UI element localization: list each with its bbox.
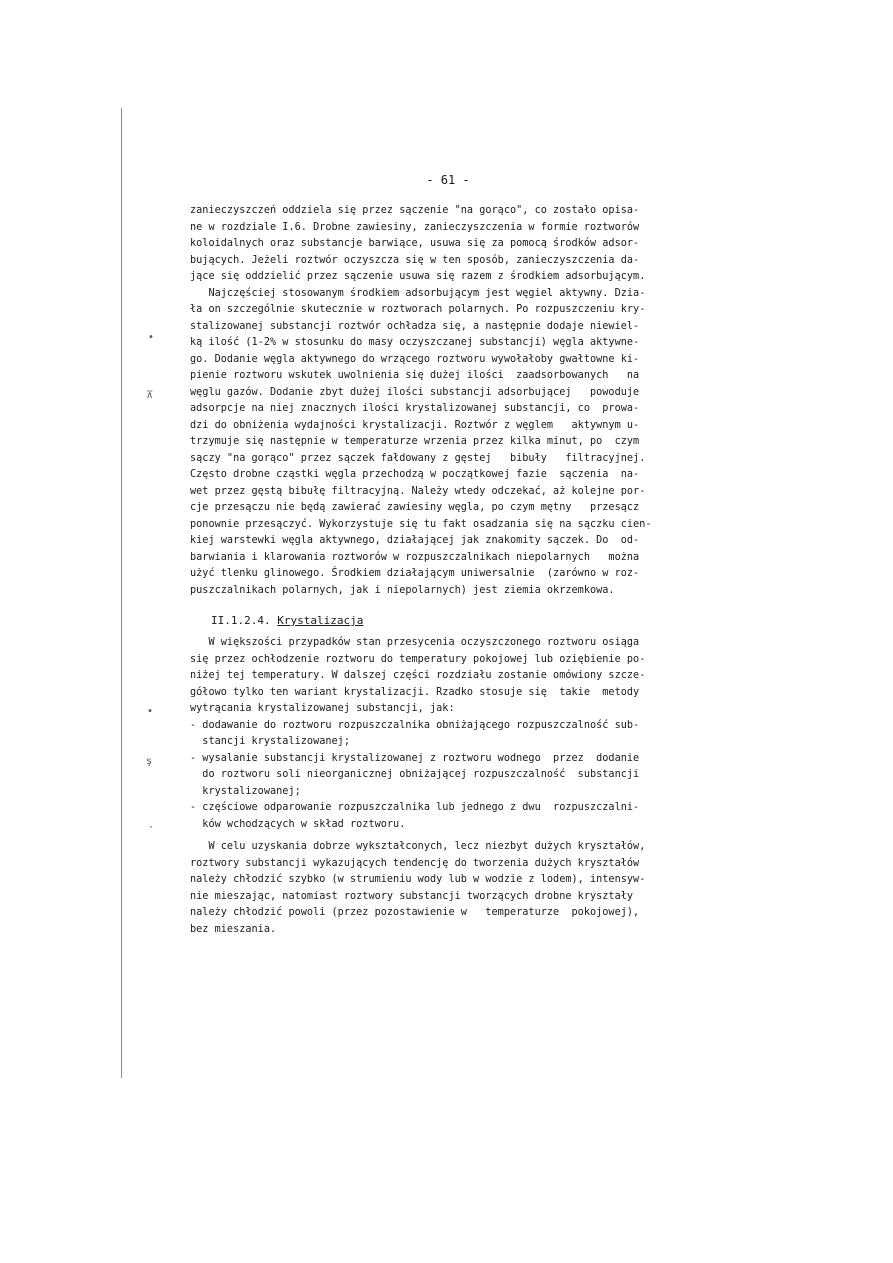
text-line: do roztworu soli nieorganicznej obniżającej rozpuszczalność substancji [190,769,640,780]
text-line: nie mieszając, natomiast roztwory substancji tworzących drobne kryształy [190,890,634,902]
text-line: stalizowanej substancji roztwór ochładza się, a następnie dodaje niewiel- [190,320,640,332]
list-item [190,800,700,833]
paragraph [190,203,700,286]
list-item [190,718,700,751]
text-line: Często drobne cząstki węgla przechodzą w początkowej fazie sączenia na- [190,469,640,480]
bullet-list [190,718,700,834]
text-line: - dodawanie do roztworu rozpuszczalnika obniżającego rozpuszczalność sub- [190,719,640,731]
text-line: go. Dodanie węgla aktywnego do wrzącego roztworu wywołałoby gwałtowne ki- [190,353,640,365]
margin-mark-symbol: ş [146,756,153,767]
text-line: sączy "na gorąco" przez sączek fałdowany z gęstej bibuły filtracyjnej. [190,452,646,464]
text-line: puszczalnikach polarnych, jak i niepolarnych) jest ziemia okrzemkowa. [190,584,615,596]
list-item [190,751,700,801]
text-line: stancji krystalizowanej; [190,736,350,747]
text-line: zanieczyszczeń oddziela się przez sączenie "na gorąco", co zostało opisa- [190,205,640,216]
paragraph [190,839,700,938]
text-line: W większości przypadków stan przesycenia oczyszczonego roztworu osiąga [190,637,640,648]
text-line: koloidalnych oraz substancje barwiące, usuwa się za pomocą środków adsor- [190,238,640,249]
text-line: Najczęściej stosowanym środkiem adsorbującym jest węgiel aktywny. Dzia- [190,287,646,299]
text-line: pienie roztworu wskutek uwolnienia się dużej ilości zaadsorbowanych na [190,370,640,381]
text-line: dzi do obniżenia wydajności krystalizacji. Roztwór z węglem aktywnym u- [190,419,640,431]
section-number: II.1.2.4. [211,614,271,627]
text-line: węglu gazów. Dodanie zbyt dużej ilości substancji adsorbującej powoduje [190,386,640,398]
margin-dot: · [148,822,155,833]
text-line: ków wchodzących w skład roztworu. [190,818,406,830]
text-line: jące się oddzielić przez sączenie usuwa się razem z środkiem adsorbującym. [190,271,646,282]
margin-dot: • [147,706,154,717]
text-line: barwiania i klarowania roztworów w rozpuszczalnikach niepolarnych można [190,551,640,563]
text-line: kiej warstewki węgla aktywnego, działającej jak znakomity sączek. Do od- [190,535,640,546]
text-line: ła on szczególnie skutecznie w roztworach polarnych. Po rozpuszczeniu kry- [190,304,646,315]
text-line: adsorpcje na niej znacznych ilości krystalizowanej substancji, co prowa- [190,403,640,414]
text-line: ne w rozdziale I.6. Drobne zawiesiny, zanieczyszczenia w formie roztworów [190,221,640,233]
text-line: się przez ochłodzenie roztworu do temperatury pokojowej lub oziębienie po- [190,653,646,665]
text-line: wytrącania krystalizowanej substancji, jak: [190,703,455,714]
paragraph [190,635,700,718]
text-line: W celu uzyskania dobrze wykształconych, lecz niezbyt dużych kryształów, [190,841,646,852]
text-line: roztwory substancji wykazujących tendencję do tworzenia dużych kryształów [190,857,640,869]
margin-dot: • [148,332,155,343]
text-line: użyć tlenku glinowego. Środkiem działającym uniwersalnie (zarówno w roz- [190,568,640,579]
text-line: niżej tej temperatury. W dalszej części rozdziału zostanie omówiony szcze- [190,670,646,681]
section-heading [211,613,700,629]
text-line: - częściowe odparowanie rozpuszczalnika lub jednego z dwu rozpuszczalni- [190,802,640,813]
paragraph [190,286,700,600]
margin-mark-symbol: ⊼ [146,390,154,401]
binding-margin-line [121,108,122,1078]
text-line: trzymuje się następnie w temperaturze wrzenia przez kilka minut, po czym [190,436,640,447]
text-line: bez mieszania. [190,923,277,935]
text-line: należy chłodzić powoli (przez pozostawienie w temperaturze pokojowej), [190,907,640,918]
text-line: ką ilość (1-2% w stosunku do masy oczyszczanej substancji) węgla aktywne- [190,337,640,348]
text-line: gółowo tylko ten wariant krystalizacji. Rzadko stosuje się takie metody [190,686,640,698]
text-line: - wysalanie substancji krystalizowanej z roztworu wodnego przez dodanie [190,752,640,764]
page-number: - 61 - [426,173,470,187]
page-body [190,203,700,938]
text-line: bujących. Jeżeli roztwór oczyszcza się w ten sposób, zanieczyszczenia da- [190,254,640,266]
text-line: krystalizowanej; [190,785,301,797]
text-line: należy chłodzić szybko (w strumieniu wody lub w wodzie z lodem), intensyw- [190,874,646,885]
text-line: cje przesączu nie będą zawierać zawiesiny węgla, po czym mętny przesącz [190,502,640,513]
text-line: wet przez gęstą bibułę filtracyjną. Należy wtedy odczekać, aż kolejne por- [190,485,646,497]
text-line: ponownie przesączyć. Wykorzystuje się tu fakt osadzania się na sączku cien- [190,518,652,530]
section-title: Krystalizacja [277,614,364,627]
